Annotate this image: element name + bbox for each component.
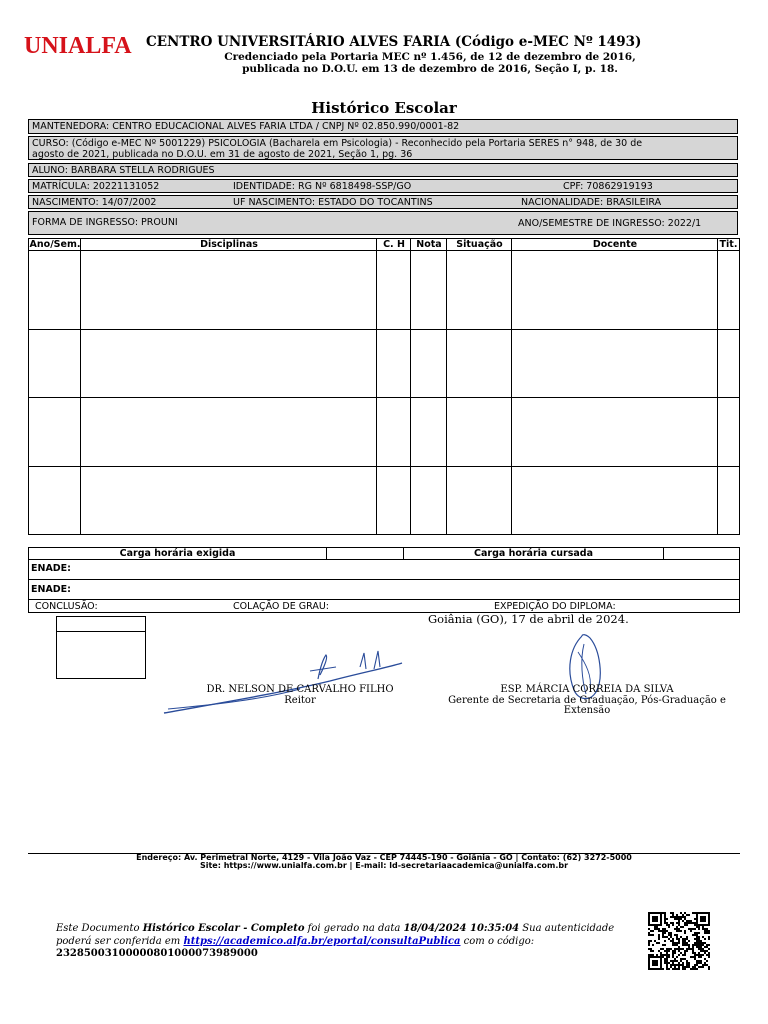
institution-name: CENTRO UNIVERSITÁRIO ALVES FARIA (Código e-MEC Nº 1493)	[146, 34, 642, 50]
grid-line	[29, 329, 739, 330]
grid-col-line	[376, 239, 377, 534]
col-header-ch: C. H	[377, 239, 411, 251]
enade-row-2	[28, 579, 740, 600]
note-datetime: 18/04/2024 10:35:04	[403, 923, 520, 934]
rector-role: Reitor	[284, 695, 316, 706]
conclusao-row	[28, 600, 740, 613]
grid-col-line	[410, 239, 411, 534]
secretary-name: ESP. MÁRCIA CORREIA DA SILVA	[500, 684, 674, 695]
carga-exigida-label: Carga horária exigida	[119, 548, 236, 559]
grid-line	[29, 397, 739, 398]
nascimento-text: NASCIMENTO: 14/07/2002	[32, 197, 157, 208]
carga-cursada-label: Carga horária cursada	[474, 548, 593, 559]
forma-ingresso-text: FORMA DE INGRESSO: PROUNI	[32, 217, 178, 228]
aluno-text: ALUNO: BARBARA STELLA RODRIGUES	[32, 165, 215, 176]
note-text: foi gerado na data	[304, 923, 404, 934]
col-header-nota: Nota	[411, 239, 447, 251]
photo-box	[56, 616, 146, 679]
enade-label-2: ENADE:	[31, 584, 71, 595]
curso-line-2: agosto de 2021, publicada no D.O.U. em 31 de agosto de 2021, Seção 1, pg. 36	[32, 149, 413, 160]
grid-line	[29, 466, 739, 467]
footer-address: Endereço: Av. Perimetral Norte, 4129 - Vila João Vaz - CEP 74445-190 - Goiânia - GO | Contato: (62) 3272-5000	[136, 853, 632, 862]
mantenedora-bar	[28, 119, 738, 134]
uf-nascimento-text: UF NASCIMENTO: ESTADO DO TOCANTINS	[233, 197, 433, 208]
col-header-tit: Tit.	[719, 239, 738, 250]
note-text: Sua autenticidade poderá ser conferida em	[56, 923, 615, 947]
note-doc-name: Histórico Escolar - Completo	[142, 923, 305, 934]
rector-signature	[160, 645, 410, 720]
rector-name: DR. NELSON DE CARVALHO FILHO	[206, 684, 394, 695]
expedicao-label: EXPEDIÇÃO DO DIPLOMA:	[494, 601, 616, 612]
matricula-bar	[28, 179, 738, 193]
unialfa-logo: UNIALFA	[24, 33, 132, 59]
conclusao-label: CONCLUSÃO:	[35, 601, 98, 612]
qr-code-icon	[648, 912, 710, 970]
nacionalidade-text: NACIONALIDADE: BRASILEIRA	[521, 197, 662, 208]
grid-col-line	[80, 239, 81, 534]
enade-row-1	[28, 559, 740, 580]
footer-site: Site: https://www.unialfa.com.br | E-mail: ld-secretariaacademica@unialfa.com.br	[199, 861, 569, 870]
credential-line-2: publicada no D.O.U. em 13 de dezembro de 2016, Seção I, p. 18.	[242, 63, 618, 75]
document-title: Histórico Escolar	[311, 99, 457, 117]
matricula-text: MATRÍCULA: 20221131052	[32, 181, 160, 192]
secretary-role-line-2: Extensão	[563, 705, 611, 716]
note-text: Este Documento	[56, 923, 143, 934]
grid-col-line	[717, 239, 718, 534]
aluno-bar	[28, 163, 738, 177]
grid-line	[29, 250, 739, 251]
verification-link[interactable]: https://academico.alfa.br/eportal/consultaPublica	[183, 935, 461, 947]
identidade-text: IDENTIDADE: RG Nº 6818498-SSP/GO	[233, 181, 412, 192]
verification-code: 23285003100000801000073989000	[56, 948, 258, 959]
curso-bar	[28, 136, 738, 160]
nascimento-bar	[28, 195, 738, 209]
ano-semestre-text: ANO/SEMESTRE DE INGRESSO: 2022/1	[518, 218, 702, 229]
secretary-role-line-1: Gerente de Secretaria de Graduação, Pós-Graduação e	[448, 695, 726, 706]
grid-col-line	[446, 239, 447, 534]
credential-line-1: Credenciado pela Portaria MEC nº 1.456, de 12 de dezembro de 2016,	[224, 51, 636, 63]
grid-col-line	[511, 239, 512, 534]
grades-table	[28, 238, 740, 535]
note-text: com o código:	[460, 935, 535, 947]
ingresso-bar	[28, 211, 738, 235]
mantenedora-text: MANTENEDORA: CENTRO EDUCACIONAL ALVES FARIA LTDA / CNPJ Nº 02.850.990/0001-82	[32, 121, 460, 132]
cell-divider	[326, 548, 327, 559]
col-header-docente: Docente	[512, 239, 718, 251]
curso-line-1: CURSO: (Código e-MEC Nº 5001229) PSICOLOGIA (Bacharela em Psicologia) - Reconhecido pela Portaria SERES n° 948, de 30 de	[32, 138, 643, 149]
authenticity-note	[56, 923, 646, 961]
colacao-label: COLAÇÃO DE GRAU:	[233, 601, 329, 612]
cell-divider	[663, 548, 664, 559]
cpf-text: CPF: 70862919193	[563, 181, 653, 192]
enade-label-1: ENADE:	[31, 563, 71, 574]
place-date: Goiânia (GO), 17 de abril de 2024.	[428, 612, 629, 626]
col-header-situacao: Situação	[447, 239, 512, 251]
photo-box-divider	[57, 631, 145, 632]
col-header-ano-sem: Ano/Sem.	[29, 239, 81, 250]
col-header-disciplinas: Disciplinas	[81, 239, 377, 251]
